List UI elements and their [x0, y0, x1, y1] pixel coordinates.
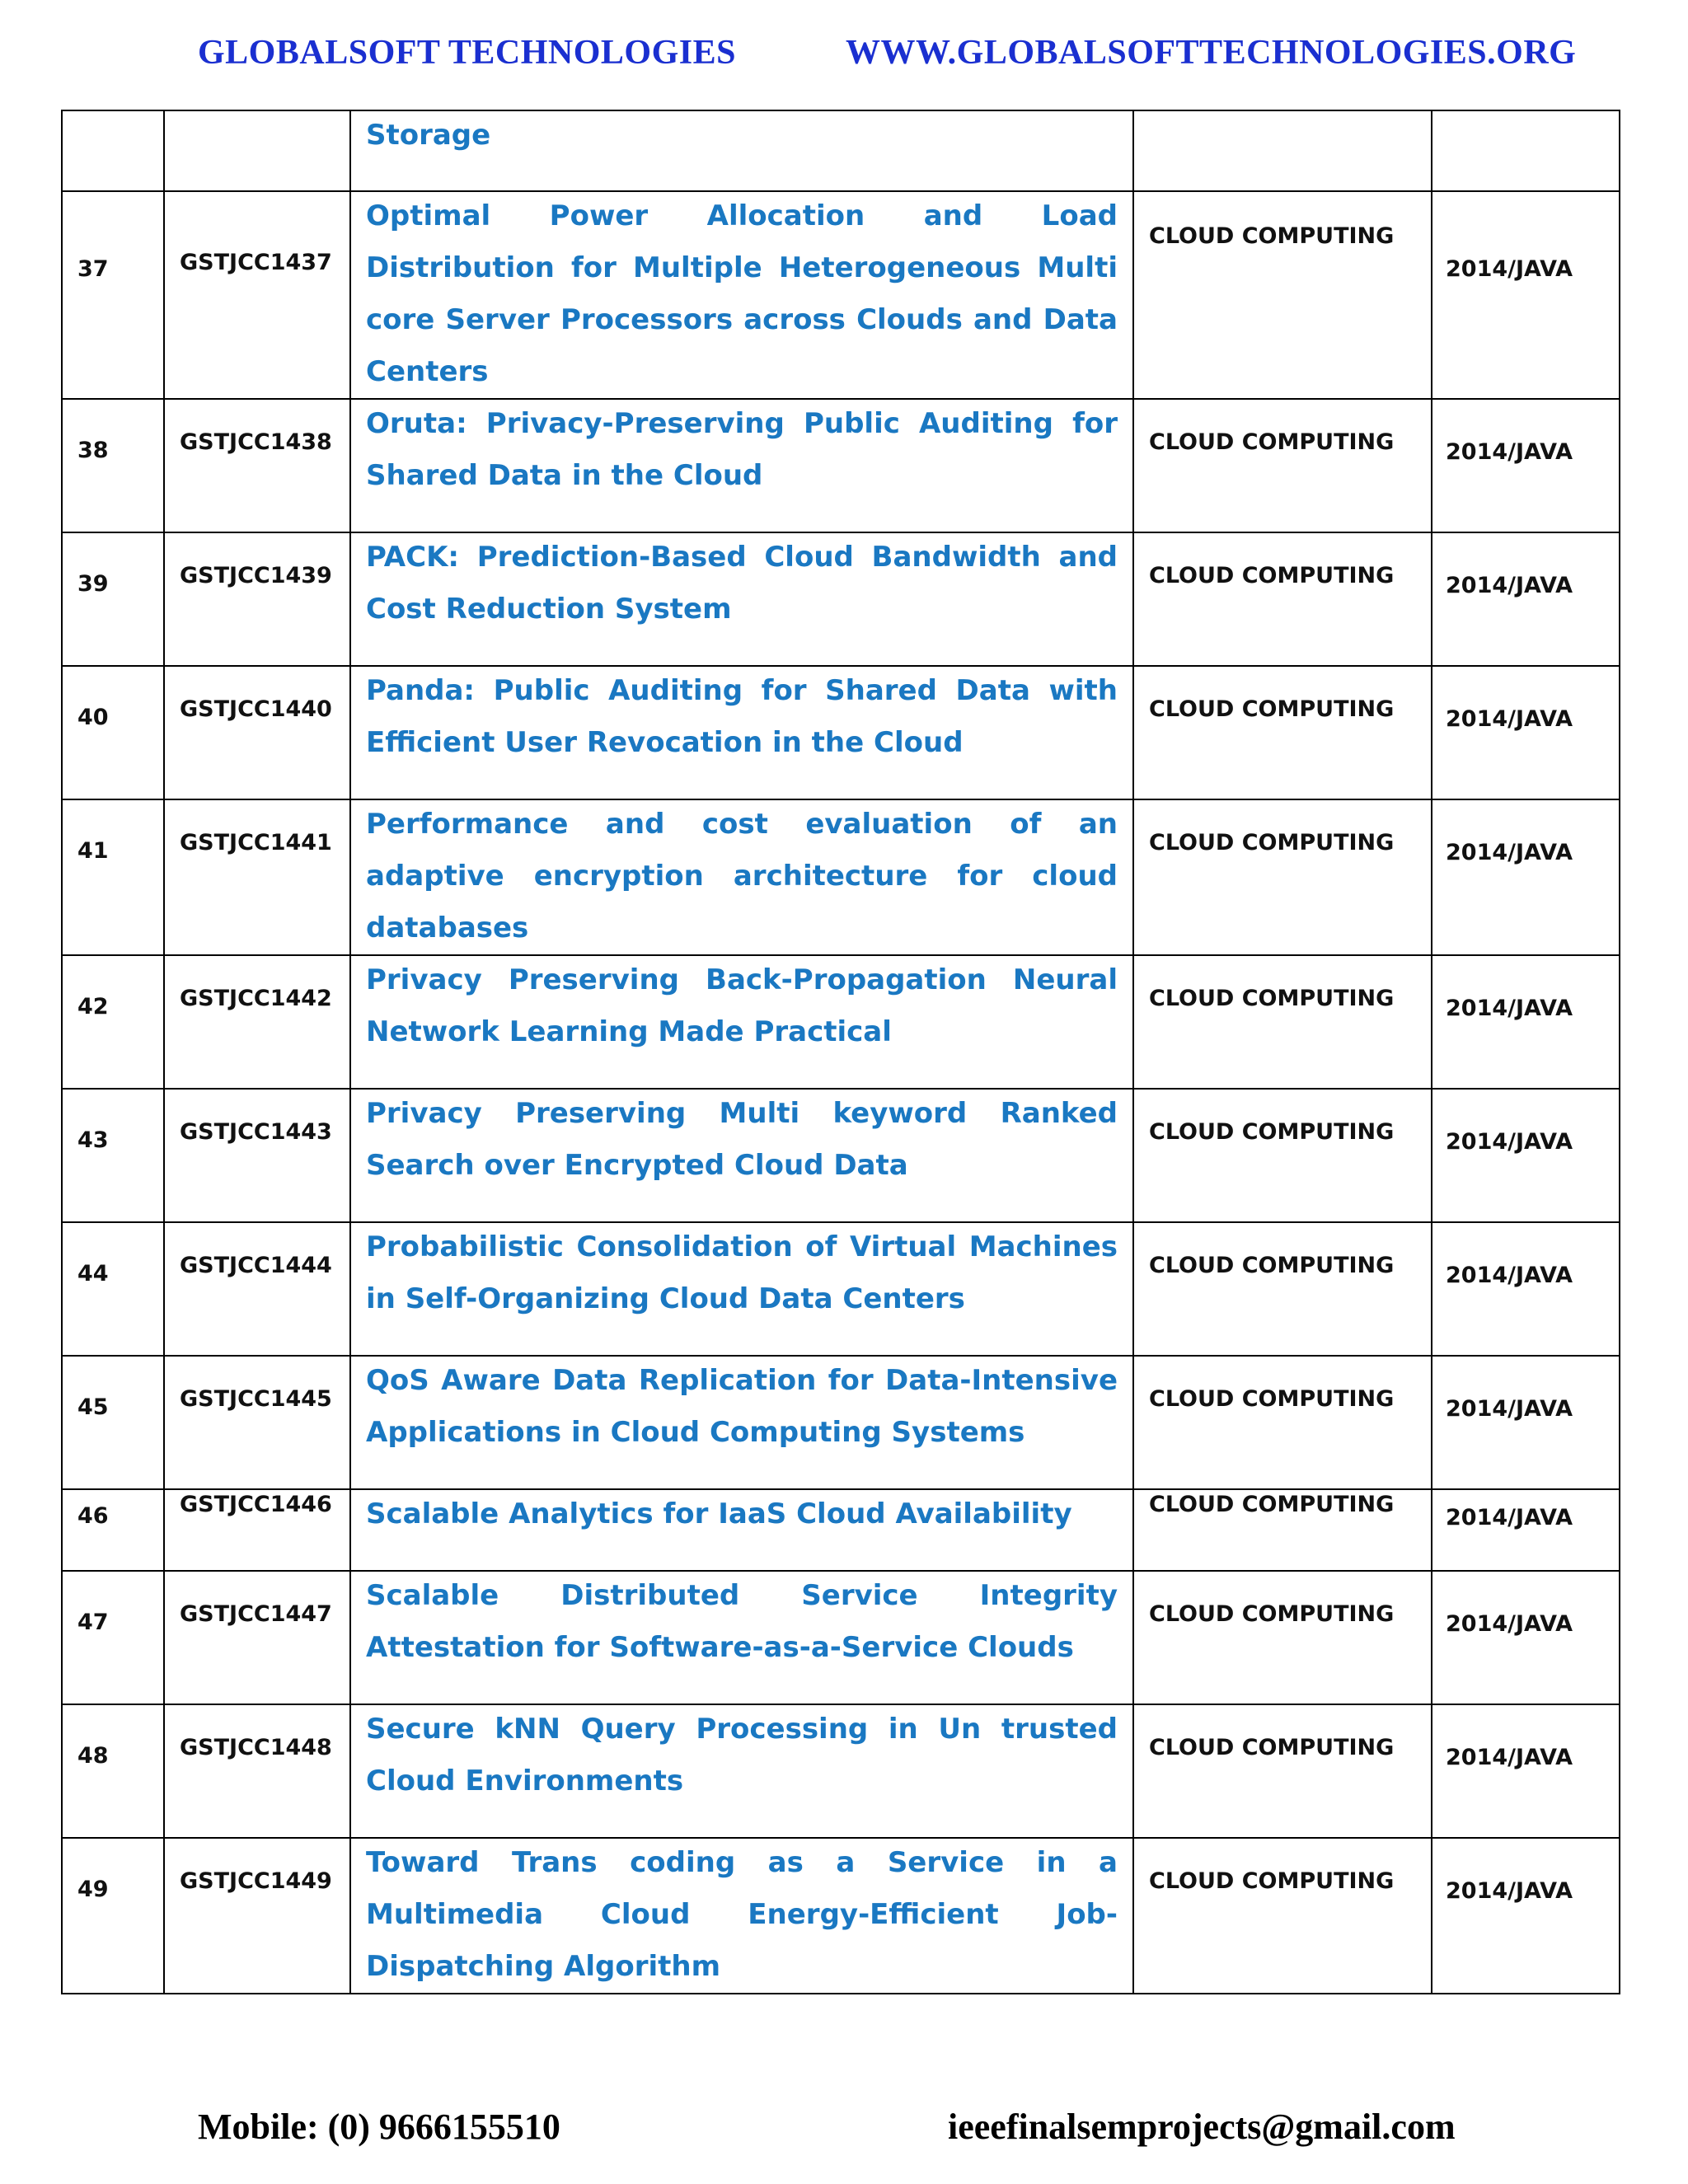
cell-code	[164, 532, 350, 666]
cell-code	[164, 1356, 350, 1489]
project-domain: CLOUD COMPUTING	[1149, 1386, 1395, 1412]
row-number: 43	[77, 1127, 109, 1153]
cell-title	[350, 399, 1133, 532]
cell-title	[350, 1222, 1133, 1356]
cell-domain	[1133, 666, 1432, 799]
table-row	[62, 955, 1620, 1089]
cell-title	[350, 1356, 1133, 1489]
cell-year	[1432, 1089, 1620, 1222]
project-code: GSTJCC1437	[180, 250, 332, 275]
cell-year	[1432, 1704, 1620, 1838]
project-title: Secure kNN Query Processing in Un trusted Cloud Environments	[366, 1713, 1118, 1797]
footer-mobile: Mobile: (0) 9666155510	[198, 2107, 560, 2147]
cell-num	[62, 532, 164, 666]
project-title: Storage	[366, 119, 491, 152]
project-code: GSTJCC1442	[180, 986, 332, 1011]
cell-code	[164, 191, 350, 399]
cell-num	[62, 191, 164, 399]
table-row	[62, 1571, 1620, 1704]
project-code: GSTJCC1449	[180, 1868, 332, 1894]
table-row-continued	[62, 110, 1620, 191]
cell-title	[350, 532, 1133, 666]
row-number: 45	[77, 1394, 109, 1420]
table-row	[62, 1089, 1620, 1222]
cell-title	[350, 1838, 1133, 1994]
table-row	[62, 1222, 1620, 1356]
company-name: GLOBALSOFT TECHNOLOGIES	[198, 34, 736, 72]
cell-domain	[1133, 1356, 1432, 1489]
cell-code	[164, 1222, 350, 1356]
project-code: GSTJCC1438	[180, 429, 332, 455]
project-title: Probabilistic Consolidation of Virtual Machines in Self-Organizing Cloud Data Centers	[366, 1230, 1118, 1315]
row-number: 41	[77, 838, 109, 864]
row-number: 49	[77, 1877, 109, 1902]
cell-code	[164, 1571, 350, 1704]
project-title: PACK: Prediction-Based Cloud Bandwidth and Cost Reduction System	[366, 541, 1118, 626]
cell-domain	[1133, 1838, 1432, 1994]
project-title: Privacy Preserving Back-Propagation Neural Network Learning Made Practical	[366, 963, 1118, 1048]
row-number: 47	[77, 1610, 109, 1635]
cell-year	[1432, 1571, 1620, 1704]
project-title: Privacy Preserving Multi keyword Ranked Search over Encrypted Cloud Data	[366, 1097, 1118, 1182]
row-number: 37	[77, 256, 109, 282]
cell-num	[62, 1089, 164, 1222]
row-number: 42	[77, 994, 109, 1019]
cell-year	[1432, 191, 1620, 399]
project-code: GSTJCC1446	[180, 1492, 332, 1517]
project-code: GSTJCC1447	[180, 1601, 332, 1627]
project-code: GSTJCC1448	[180, 1735, 332, 1760]
project-year: 2014/JAVA	[1446, 1878, 1573, 1904]
project-domain: CLOUD COMPUTING	[1149, 696, 1395, 722]
table-row	[62, 1489, 1620, 1571]
cell-code	[164, 110, 350, 191]
table-row	[62, 1838, 1620, 1994]
project-title: QoS Aware Data Replication for Data-Intensive Applications in Cloud Computing Systems	[366, 1364, 1118, 1449]
project-title: Toward Trans coding as a Service in a Multimedia Cloud Energy-Efficient Job-Dispatching Algorithm	[366, 1846, 1118, 1983]
cell-num	[62, 110, 164, 191]
project-domain: CLOUD COMPUTING	[1149, 1119, 1395, 1145]
project-domain: CLOUD COMPUTING	[1149, 1492, 1395, 1517]
page-footer	[0, 2106, 1688, 2155]
project-title: Oruta: Privacy-Preserving Public Auditing for Shared Data in the Cloud	[366, 407, 1118, 492]
cell-num	[62, 1838, 164, 1994]
cell-domain	[1133, 1704, 1432, 1838]
cell-domain	[1133, 1222, 1432, 1356]
cell-code	[164, 666, 350, 799]
cell-num	[62, 1356, 164, 1489]
cell-title	[350, 191, 1133, 399]
project-domain: CLOUD COMPUTING	[1149, 223, 1395, 249]
cell-num	[62, 955, 164, 1089]
project-title: Panda: Public Auditing for Shared Data with Efficient User Revocation in the Cloud	[366, 674, 1118, 759]
cell-code	[164, 1089, 350, 1222]
cell-domain	[1133, 532, 1432, 666]
cell-year	[1432, 110, 1620, 191]
project-domain: CLOUD COMPUTING	[1149, 563, 1395, 588]
cell-code	[164, 799, 350, 955]
project-code: GSTJCC1444	[180, 1253, 332, 1278]
table-row	[62, 799, 1620, 955]
row-number: 48	[77, 1743, 109, 1769]
cell-domain	[1133, 110, 1432, 191]
project-title: Performance and cost evaluation of an adaptive encryption architecture for cloud databases	[366, 808, 1118, 944]
cell-title	[350, 1704, 1133, 1838]
cell-year	[1432, 399, 1620, 532]
projects-table	[61, 110, 1620, 1994]
project-title: Scalable Analytics for IaaS Cloud Availability	[366, 1497, 1072, 1530]
project-code: GSTJCC1439	[180, 563, 332, 588]
table-row	[62, 666, 1620, 799]
row-number: 40	[77, 705, 109, 730]
project-domain: CLOUD COMPUTING	[1149, 429, 1395, 455]
table-row	[62, 191, 1620, 399]
project-domain: CLOUD COMPUTING	[1149, 1868, 1395, 1894]
table-row	[62, 1356, 1620, 1489]
project-domain: CLOUD COMPUTING	[1149, 1735, 1395, 1760]
cell-code	[164, 1838, 350, 1994]
cell-year	[1432, 1489, 1620, 1571]
cell-num	[62, 1571, 164, 1704]
row-number: 39	[77, 571, 109, 597]
project-year: 2014/JAVA	[1446, 1745, 1573, 1770]
cell-num	[62, 799, 164, 955]
project-year: 2014/JAVA	[1446, 1263, 1573, 1288]
cell-title	[350, 799, 1133, 955]
row-number: 38	[77, 438, 109, 463]
cell-code	[164, 1704, 350, 1838]
cell-year	[1432, 1838, 1620, 1994]
project-code: GSTJCC1443	[180, 1119, 332, 1145]
cell-domain	[1133, 1489, 1432, 1571]
cell-code	[164, 399, 350, 532]
table-row	[62, 1704, 1620, 1838]
project-year: 2014/JAVA	[1446, 996, 1573, 1021]
project-year: 2014/JAVA	[1446, 573, 1573, 598]
project-domain: CLOUD COMPUTING	[1149, 986, 1395, 1011]
website-url[interactable]: WWW.GLOBALSOFTTECHNOLOGIES.ORG	[846, 34, 1577, 72]
cell-title	[350, 1489, 1133, 1571]
cell-year	[1432, 955, 1620, 1089]
project-year: 2014/JAVA	[1446, 256, 1573, 282]
cell-title	[350, 1571, 1133, 1704]
project-code: GSTJCC1441	[180, 830, 332, 855]
project-title: Scalable Distributed Service Integrity Attestation for Software-as-a-Service Clouds	[366, 1579, 1118, 1664]
footer-email[interactable]: ieeefinalsemprojects@gmail.com	[948, 2107, 1456, 2147]
cell-domain	[1133, 191, 1432, 399]
project-domain: CLOUD COMPUTING	[1149, 1253, 1395, 1278]
cell-code	[164, 1489, 350, 1571]
row-number: 46	[77, 1503, 109, 1529]
cell-year	[1432, 799, 1620, 955]
table-row	[62, 399, 1620, 532]
cell-num	[62, 1489, 164, 1571]
cell-num	[62, 666, 164, 799]
project-code: GSTJCC1440	[180, 696, 332, 722]
project-title: Optimal Power Allocation and Load Distribution for Multiple Heterogeneous Multi core Server Processors across Clouds and Data Centers	[366, 199, 1118, 388]
project-year: 2014/JAVA	[1446, 1396, 1573, 1422]
cell-domain	[1133, 1089, 1432, 1222]
cell-num	[62, 1704, 164, 1838]
cell-domain	[1133, 399, 1432, 532]
project-code: GSTJCC1445	[180, 1386, 332, 1412]
cell-title	[350, 666, 1133, 799]
project-year: 2014/JAVA	[1446, 439, 1573, 465]
project-year: 2014/JAVA	[1446, 1611, 1573, 1637]
page-header	[0, 33, 1688, 82]
cell-code	[164, 955, 350, 1089]
cell-title	[350, 955, 1133, 1089]
cell-num	[62, 1222, 164, 1356]
cell-year	[1432, 1222, 1620, 1356]
cell-num	[62, 399, 164, 532]
row-number: 44	[77, 1261, 109, 1286]
project-year: 2014/JAVA	[1446, 840, 1573, 865]
project-domain: CLOUD COMPUTING	[1149, 830, 1395, 855]
cell-domain	[1133, 1571, 1432, 1704]
cell-title	[350, 110, 1133, 191]
cell-year	[1432, 666, 1620, 799]
cell-domain	[1133, 955, 1432, 1089]
project-year: 2014/JAVA	[1446, 1505, 1573, 1530]
cell-year	[1432, 1356, 1620, 1489]
project-year: 2014/JAVA	[1446, 1129, 1573, 1155]
project-domain: CLOUD COMPUTING	[1149, 1601, 1395, 1627]
cell-year	[1432, 532, 1620, 666]
table-row	[62, 532, 1620, 666]
cell-domain	[1133, 799, 1432, 955]
cell-title	[350, 1089, 1133, 1222]
project-year: 2014/JAVA	[1446, 706, 1573, 732]
